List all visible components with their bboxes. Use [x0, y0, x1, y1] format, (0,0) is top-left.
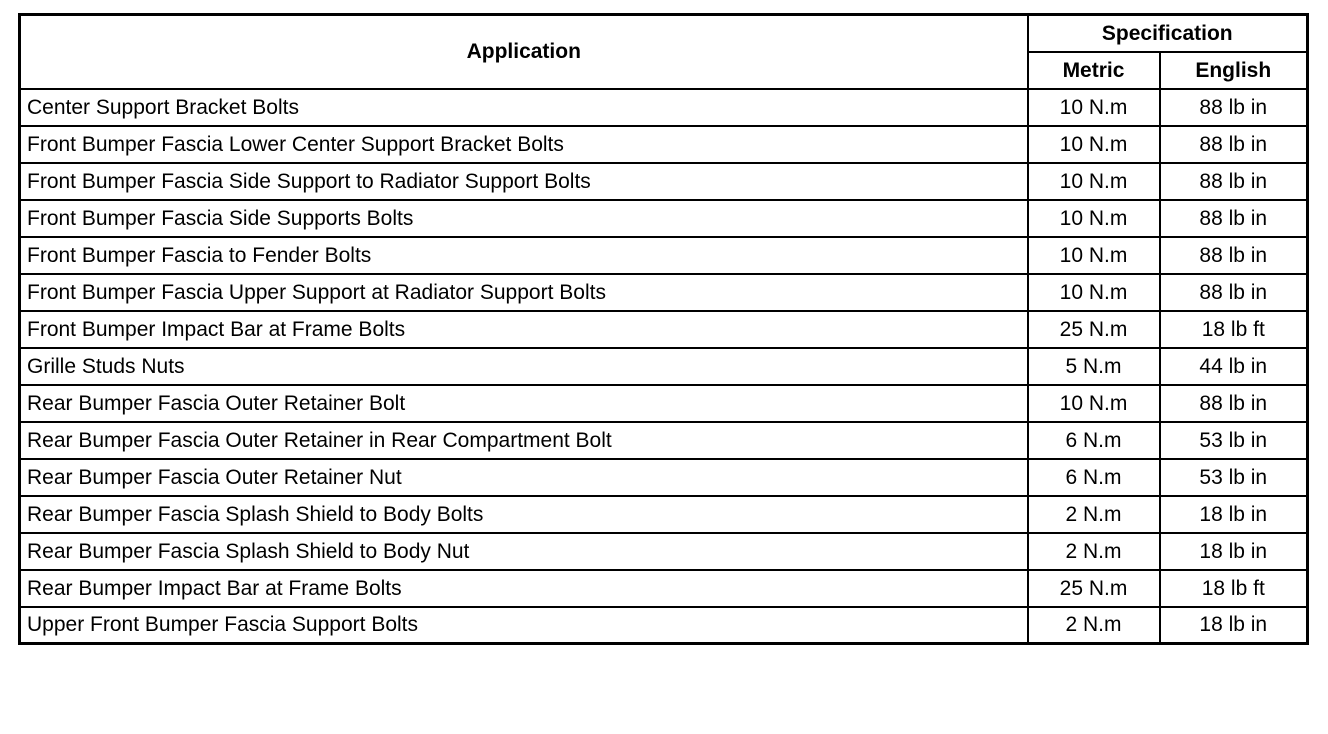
table-row [20, 274, 1308, 311]
cell-metric: 10 N.m [1028, 126, 1160, 163]
cell-english: 44 lb in [1160, 348, 1308, 385]
cell-english: 18 lb ft [1160, 311, 1308, 348]
cell-metric: 10 N.m [1028, 274, 1160, 311]
cell-application: Rear Bumper Fascia Splash Shield to Body Nut [20, 533, 1028, 570]
cell-english: 88 lb in [1160, 200, 1308, 237]
cell-application: Rear Bumper Fascia Outer Retainer in Rear Compartment Bolt [20, 422, 1028, 459]
column-header-application: Application [20, 15, 1028, 89]
cell-application: Front Bumper Fascia to Fender Bolts [20, 237, 1028, 274]
table-row [20, 570, 1308, 607]
table-row [20, 237, 1308, 274]
cell-english: 18 lb in [1160, 496, 1308, 533]
cell-application: Front Bumper Fascia Lower Center Support Bracket Bolts [20, 126, 1028, 163]
torque-specification-table [18, 13, 1309, 645]
cell-english: 88 lb in [1160, 126, 1308, 163]
cell-english: 88 lb in [1160, 237, 1308, 274]
cell-english: 53 lb in [1160, 422, 1308, 459]
table-row [20, 459, 1308, 496]
table-row [20, 348, 1308, 385]
cell-english: 88 lb in [1160, 385, 1308, 422]
column-header-specification: Specification [1028, 15, 1308, 52]
cell-application: Grille Studs Nuts [20, 348, 1028, 385]
cell-application: Rear Bumper Fascia Outer Retainer Bolt [20, 385, 1028, 422]
header-row-top [20, 15, 1308, 52]
cell-english: 88 lb in [1160, 163, 1308, 200]
cell-metric: 10 N.m [1028, 237, 1160, 274]
cell-metric: 10 N.m [1028, 385, 1160, 422]
cell-application: Front Bumper Fascia Side Supports Bolts [20, 200, 1028, 237]
cell-metric: 6 N.m [1028, 459, 1160, 496]
table-row [20, 533, 1308, 570]
table-row [20, 496, 1308, 533]
table-header [20, 15, 1308, 89]
table-row [20, 89, 1308, 126]
cell-application: Center Support Bracket Bolts [20, 89, 1028, 126]
table-row [20, 200, 1308, 237]
cell-application: Rear Bumper Impact Bar at Frame Bolts [20, 570, 1028, 607]
cell-metric: 25 N.m [1028, 311, 1160, 348]
cell-application: Rear Bumper Fascia Outer Retainer Nut [20, 459, 1028, 496]
cell-english: 18 lb ft [1160, 570, 1308, 607]
cell-application: Front Bumper Fascia Upper Support at Radiator Support Bolts [20, 274, 1028, 311]
cell-english: 88 lb in [1160, 274, 1308, 311]
column-header-metric: Metric [1028, 52, 1160, 89]
cell-english: 53 lb in [1160, 459, 1308, 496]
cell-english: 18 lb in [1160, 533, 1308, 570]
cell-metric: 6 N.m [1028, 422, 1160, 459]
table-row [20, 126, 1308, 163]
cell-english: 18 lb in [1160, 607, 1308, 644]
column-header-english: English [1160, 52, 1308, 89]
cell-metric: 2 N.m [1028, 607, 1160, 644]
cell-metric: 10 N.m [1028, 163, 1160, 200]
cell-metric: 10 N.m [1028, 89, 1160, 126]
table-row [20, 163, 1308, 200]
table-row [20, 607, 1308, 644]
cell-metric: 5 N.m [1028, 348, 1160, 385]
table-row [20, 422, 1308, 459]
cell-application: Front Bumper Impact Bar at Frame Bolts [20, 311, 1028, 348]
cell-application: Upper Front Bumper Fascia Support Bolts [20, 607, 1028, 644]
table-body [20, 89, 1308, 644]
table-row [20, 385, 1308, 422]
cell-metric: 10 N.m [1028, 200, 1160, 237]
cell-english: 88 lb in [1160, 89, 1308, 126]
cell-application: Rear Bumper Fascia Splash Shield to Body Bolts [20, 496, 1028, 533]
cell-metric: 25 N.m [1028, 570, 1160, 607]
cell-metric: 2 N.m [1028, 533, 1160, 570]
cell-metric: 2 N.m [1028, 496, 1160, 533]
cell-application: Front Bumper Fascia Side Support to Radiator Support Bolts [20, 163, 1028, 200]
table-row [20, 311, 1308, 348]
